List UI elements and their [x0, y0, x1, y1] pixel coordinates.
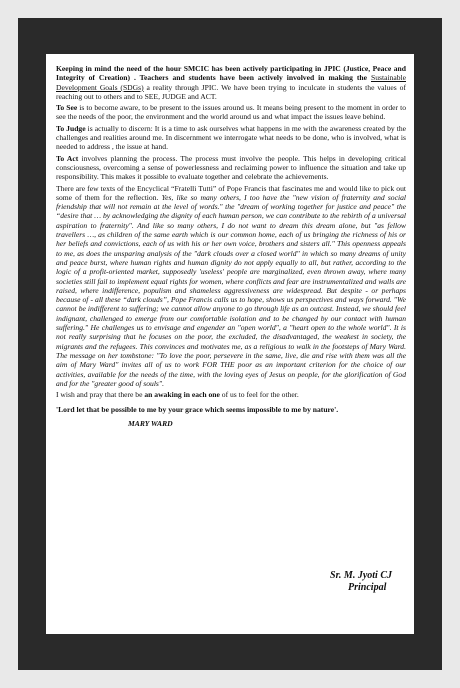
- see-paragraph: [56, 103, 406, 122]
- judge-paragraph: [56, 124, 406, 152]
- intro-bold-text: Keeping in mind the need of the hour SMCIC has been actively participating in JPIC (Justice, Peace and Integrity of Creation) . Teachers and students have been actively involved in making the: [56, 64, 406, 83]
- signature-title: Principal: [348, 582, 387, 593]
- judge-label: To Judge: [56, 123, 86, 133]
- quote-author: MARY WARD: [128, 418, 173, 428]
- see-label: To See: [56, 103, 78, 113]
- encyclical-paragraph: [56, 184, 406, 389]
- intro-rest-text: a reality through JPIC. We have been trying to inculcate in students the values of reaching out to others and to SEE, JUDGE and ACT.: [56, 82, 406, 101]
- wish-after-text: of us to feel for the other.: [219, 390, 299, 400]
- encyclical-plain-text: There are few texts of the Encyclical “Fratelli Tutti” of Pope Francis that fascinates me and would like to pick out some of them for the reflection.: [56, 183, 406, 202]
- wish-before-text: I wish and pray that there be: [56, 390, 145, 400]
- act-paragraph: [56, 154, 406, 182]
- signature-name: Sr. M. Jyoti CJ: [330, 570, 392, 581]
- intro-paragraph: [56, 64, 406, 101]
- document-page: [46, 54, 414, 634]
- wish-paragraph: [56, 390, 406, 399]
- signature-block: [330, 570, 392, 594]
- judge-text: is actually to discern: It is a time to ask ourselves what happens in me with the awareness created by the challenges and realities around me. In discernment we interrogate what needs to be done, who is involved, what is needed to address , the issue at hand.: [56, 123, 406, 152]
- act-text: involves planning the process. The process must involve the people. This helps in developing critical consciousness, overcoming a sense of powerlessness and reclaiming power to influence the situation and take up responsibility. This makes it possible to evaluate together and celebrate the achievements.: [56, 153, 406, 182]
- see-text: is to become aware, to be present to the issues around us. It means being present to the moment in order to see the needs of the poor, the environment and the world around us and what impact the issues leave behind.: [56, 103, 407, 122]
- act-label: To Act: [56, 153, 79, 163]
- sdg-link-text: Sustainable Development Goals (SDGs): [56, 73, 406, 92]
- encyclical-italic-text: Yes, like so many others, I too have the "new vision of fraternity and social friendship that will not remain at the level of words." the "dream of working together for justice and peace" the “desire that … by acknowledging the dignity of each human person, we can contribute to the rebirth of a universal aspiration to fraternity". And like so many others, I do not want to dream this dream alone, but "as fellow travellers …, as children of the same earth which is our common home, each of us bringing the richness of his or her beliefs and convictions, each of us with his or her own voice, brothers and sisters all." This openness appeals to me, as does the unsparing analysis of the "dark clouds over a closed world" in which so many dreams of unity and peace burst, where human rights and human dignity do not apply equally to all, but rather, according to the logic of a profit-oriented market, supposedly 'useless' people are marginalized, even thrown away, where many societies still fail to implement equal rights for women, where conflicts and fear are instrumentalized and walls are raised, where indifference, populism and shameless aggressiveness are widespread. But despite - or perhaps because of - all these “dark clouds”, Pope Francis calls us to hope, shows us perspectives and ways forward. "We cannot be indifferent to suffering; we cannot allow anyone to go through life as an outcast. Instead, we should feel indignant, challenged to emerge from our comfortable isolation and to be changed by our contact with human suffering." He challenges us to envisage and engender an "open world", a "heart open to the whole world". It is not really surprising that he focuses on the poor, the excluded, the disadvantaged, the weakest in society, the migrants and the refugees. This convinces and motivates me, as a religious to walk in the footsteps of Mary Ward. The message on her tombstone: "To love the poor, persevere in the same, live, die and rise with them was all the aim of Mary Ward" invites all of us to work FOR THE poor as an important criterion for the choice of our activities, available for the needs of the time, with the loving eyes of Jesus on people, for the glorification of God and for the "greater good of souls".: [56, 192, 406, 388]
- wish-bold-text: an awaking in each one: [144, 390, 220, 400]
- mary-ward-quote: 'Lord let that be possible to me by your grace which seems impossible to me by nature'.: [56, 405, 339, 415]
